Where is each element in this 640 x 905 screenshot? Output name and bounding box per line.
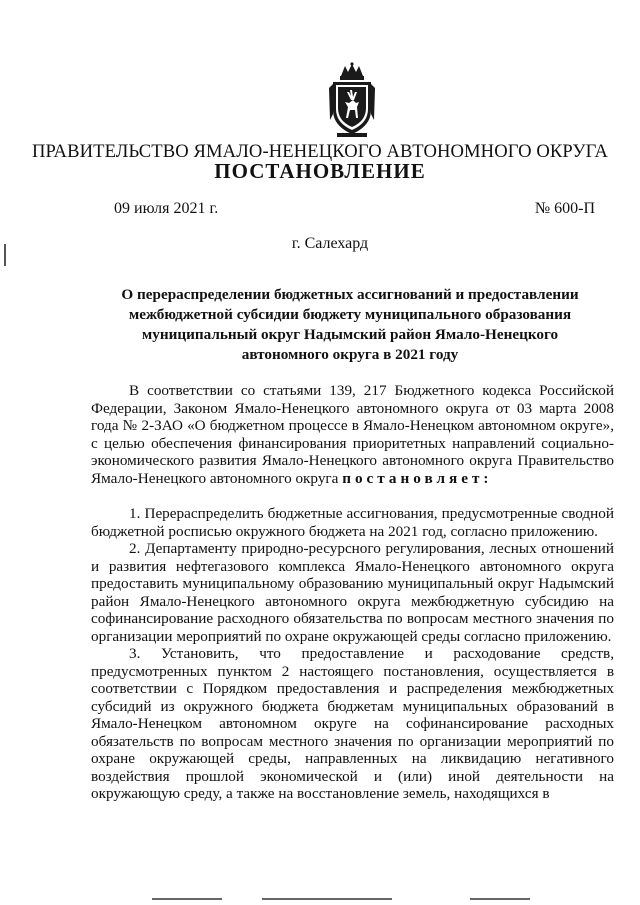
scan-bottom-mark bbox=[470, 898, 530, 900]
scan-bottom-mark bbox=[262, 898, 392, 900]
document-date: 09 июля 2021 г. bbox=[114, 200, 219, 217]
document-title: О перераспределении бюджетных ассигнований и предоставлении межбюджетной субсидии бюджету муниципального образования муниципальный округ Надымский район Ямало-Ненецкого автономного округа в 2021 году bbox=[121, 286, 579, 363]
document-number: № 600-П bbox=[534, 200, 595, 217]
preamble-text: В соответствии со статьями 139, 217 Бюджетного кодекса Российской Федерации, Законом Ямало-Ненецкого автономного округа от 03 марта 2008 года № 2-ЗАО «О бюджетном процессе в Ямало-Ненецком автономном округе», с целью обеспечения финансирования приоритетных направлений социально-экономического развития Ямало-Ненецкого автономного округа Правительство Ямало-Ненецкого автономного округа bbox=[91, 382, 614, 487]
decree-word: постановляет: bbox=[342, 469, 493, 487]
document-city: г. Салехард bbox=[291, 235, 369, 252]
organization-name: ПРАВИТЕЛЬСТВО ЯМАЛО-НЕНЕЦКОГО АВТОНОМНОГО ОКРУГА bbox=[31, 141, 609, 162]
coat-of-arms-icon bbox=[327, 62, 377, 140]
scan-bottom-mark bbox=[152, 898, 222, 900]
item-paragraph-2: 2. Департаменту природно-ресурсного регулирования, лесных отношений и развития нефтегазового комплекса Ямало-Ненецкого автономного округа предоставить муниципальному образованию муниципальный округ Надымский район Ямало-Ненецкого автономного округа межбюджетную субсидию на софинансирование расходного обязательства по вопросам местного значения по организации мероприятий по охране окружающей среды согласно приложению. bbox=[91, 540, 614, 645]
item-paragraph-1: 1. Перераспределить бюджетные ассигнования, предусмотренные сводной бюджетной росписью окружного бюджета на 2021 год, согласно приложению. bbox=[91, 505, 614, 540]
document-type: ПОСТАНОВЛЕНИЕ bbox=[214, 159, 426, 183]
item-paragraph-3: 3. Установить, что предоставление и расходование средств, предусмотренных пунктом 2 настоящего постановления, осуществляется в соответствии с Порядком предоставления и распределения межбюджетных субсидий из окружного бюджета бюджетам муниципальных образований в Ямало-Ненецком автономном округе на софинансирование расходных обязательств по вопросам местного значения по организации мероприятий по охране окружающей среды, направленных на ликвидацию негативного воздействия прошлой экономической и (или) иной деятельности на окружающую среду, а также на восстановление земель, находящихся в bbox=[91, 645, 614, 802]
document-body bbox=[91, 382, 614, 803]
preamble-paragraph bbox=[91, 382, 614, 487]
